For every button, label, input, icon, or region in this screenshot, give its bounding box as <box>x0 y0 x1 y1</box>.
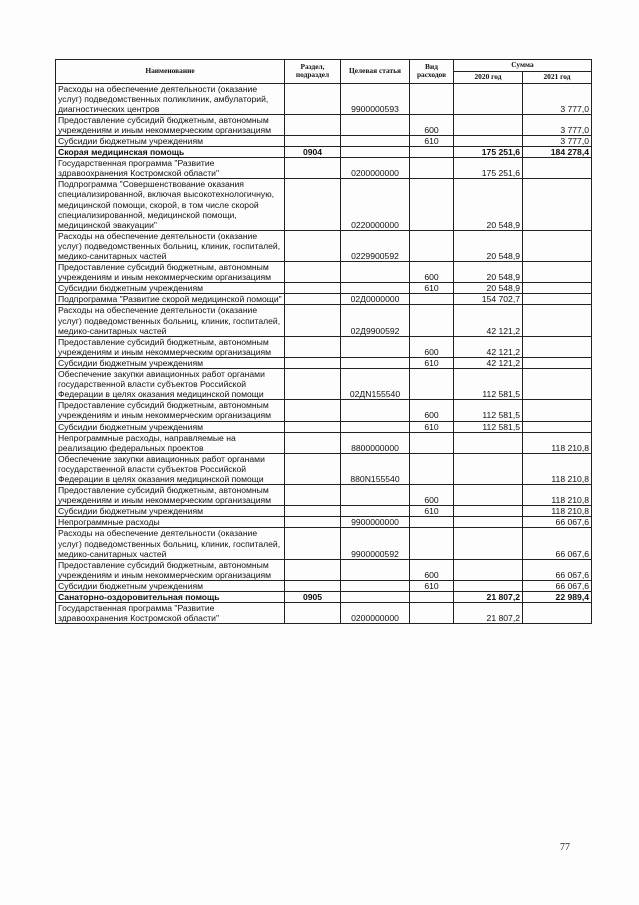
cell-name: Обеспечение закупки авиационных работ органами государственной власти субъектов Российской Федерации в целях оказания медицинской помощи <box>56 369 285 400</box>
cell-sum-2020: 42 121,2 <box>454 336 523 357</box>
cell-target: 9900000593 <box>341 83 410 114</box>
cell-sum-2021: 118 210,8 <box>523 432 592 453</box>
cell-sum-2021: 118 210,8 <box>523 485 592 506</box>
table-body <box>56 83 592 624</box>
cell-sum-2020 <box>454 114 523 135</box>
cell-section <box>285 283 341 294</box>
cell-sum-2021 <box>523 283 592 294</box>
cell-sum-2020 <box>454 580 523 591</box>
table-row <box>56 283 592 294</box>
table-row <box>56 357 592 368</box>
cell-section <box>285 580 341 591</box>
cell-section <box>285 305 341 336</box>
cell-sum-2020: 20 548,9 <box>454 230 523 261</box>
table-row <box>56 369 592 400</box>
cell-section <box>285 453 341 484</box>
cell-name: Скорая медицинская помощь <box>56 147 285 158</box>
cell-sum-2021 <box>523 400 592 421</box>
cell-target: 02Д9900592 <box>341 305 410 336</box>
cell-sum-2021: 66 067,6 <box>523 559 592 580</box>
cell-expense-type <box>410 294 454 305</box>
header-name: Наименование <box>56 60 285 84</box>
table-row <box>56 262 592 283</box>
cell-sum-2020: 175 251,6 <box>454 158 523 179</box>
cell-expense-type <box>410 369 454 400</box>
table-row <box>56 453 592 484</box>
table-row <box>56 580 592 591</box>
cell-target: 8800000000 <box>341 432 410 453</box>
cell-sum-2021 <box>523 369 592 400</box>
cell-target <box>341 262 410 283</box>
cell-target: 880N155540 <box>341 453 410 484</box>
cell-name: Субсидии бюджетным учреждениям <box>56 135 285 146</box>
cell-section <box>285 179 341 230</box>
cell-name: Предоставление субсидий бюджетным, автономным учреждениям и иным некоммерческим организациям <box>56 400 285 421</box>
cell-target <box>341 485 410 506</box>
cell-expense-type <box>410 603 454 624</box>
cell-expense-type: 610 <box>410 135 454 146</box>
cell-section <box>285 528 341 559</box>
cell-sum-2020: 154 702,7 <box>454 294 523 305</box>
cell-sum-2020: 20 548,9 <box>454 262 523 283</box>
table-row <box>56 305 592 336</box>
cell-name: Государственная программа "Развитие здравоохранения Костромской области" <box>56 158 285 179</box>
table-row <box>56 400 592 421</box>
cell-target: 0229900592 <box>341 230 410 261</box>
cell-sum-2021 <box>523 179 592 230</box>
cell-sum-2020 <box>454 432 523 453</box>
cell-target: 02Д0000000 <box>341 294 410 305</box>
cell-name: Расходы на обеспечение деятельности (оказание услуг) подведомственных больниц, клиник, госпиталей, медико-санитарных частей <box>56 230 285 261</box>
cell-expense-type: 610 <box>410 506 454 517</box>
cell-name: Санаторно-оздоровительная помощь <box>56 592 285 603</box>
cell-sum-2020: 175 251,6 <box>454 147 523 158</box>
cell-sum-2020: 21 807,2 <box>454 603 523 624</box>
cell-expense-type: 600 <box>410 559 454 580</box>
cell-target <box>341 147 410 158</box>
cell-expense-type <box>410 83 454 114</box>
cell-sum-2020 <box>454 528 523 559</box>
cell-expense-type <box>410 147 454 158</box>
cell-section <box>285 336 341 357</box>
cell-sum-2020 <box>454 559 523 580</box>
cell-section <box>285 357 341 368</box>
cell-sum-2020: 42 121,2 <box>454 357 523 368</box>
cell-expense-type <box>410 592 454 603</box>
cell-sum-2020: 112 581,5 <box>454 421 523 432</box>
table-row <box>56 517 592 528</box>
table-row <box>56 230 592 261</box>
cell-name: Расходы на обеспечение деятельности (оказание услуг) подведомственных поликлиник, амбулаторий, диагностических центров <box>56 83 285 114</box>
cell-section <box>285 400 341 421</box>
cell-sum-2020 <box>454 517 523 528</box>
table-row <box>56 114 592 135</box>
cell-sum-2021 <box>523 421 592 432</box>
cell-expense-type: 600 <box>410 400 454 421</box>
cell-target <box>341 580 410 591</box>
cell-name: Предоставление субсидий бюджетным, автономным учреждениям и иным некоммерческим организациям <box>56 485 285 506</box>
cell-name: Предоставление субсидий бюджетным, автономным учреждениям и иным некоммерческим организациям <box>56 114 285 135</box>
table-row <box>56 294 592 305</box>
cell-sum-2021 <box>523 294 592 305</box>
cell-sum-2021 <box>523 230 592 261</box>
cell-name: Расходы на обеспечение деятельности (оказание услуг) подведомственных больниц, клиник, госпиталей, медико-санитарных частей <box>56 305 285 336</box>
cell-section: 0904 <box>285 147 341 158</box>
cell-expense-type <box>410 179 454 230</box>
cell-section <box>285 369 341 400</box>
header-expense-type: Вид расходов <box>410 60 454 84</box>
cell-target <box>341 336 410 357</box>
cell-target <box>341 135 410 146</box>
cell-expense-type: 610 <box>410 357 454 368</box>
cell-name: Подпрограмма "Совершенствование оказания специализированной, включая высокотехнологичную, медицинской помощи, скорой, в том числе скорой специализированной, медицинской помощи, медицинской эвакуации" <box>56 179 285 230</box>
cell-sum-2021: 3 777,0 <box>523 83 592 114</box>
table-row <box>56 506 592 517</box>
cell-target <box>341 114 410 135</box>
cell-expense-type: 600 <box>410 114 454 135</box>
cell-name: Обеспечение закупки авиационных работ органами государственной власти субъектов Российской Федерации в целях оказания медицинской помощи <box>56 453 285 484</box>
cell-name: Субсидии бюджетным учреждениям <box>56 421 285 432</box>
cell-sum-2020 <box>454 485 523 506</box>
cell-sum-2021: 66 067,6 <box>523 528 592 559</box>
cell-sum-2020: 20 548,9 <box>454 179 523 230</box>
cell-expense-type <box>410 453 454 484</box>
cell-sum-2021 <box>523 158 592 179</box>
cell-name: Предоставление субсидий бюджетным, автономным учреждениям и иным некоммерческим организациям <box>56 559 285 580</box>
cell-name: Предоставление субсидий бюджетным, автономным учреждениям и иным некоммерческим организациям <box>56 262 285 283</box>
cell-section <box>285 230 341 261</box>
cell-sum-2021: 118 210,8 <box>523 453 592 484</box>
table-row <box>56 83 592 114</box>
cell-section <box>285 559 341 580</box>
cell-sum-2020 <box>454 506 523 517</box>
cell-section <box>285 506 341 517</box>
cell-name: Субсидии бюджетным учреждениям <box>56 580 285 591</box>
cell-sum-2021: 118 210,8 <box>523 506 592 517</box>
cell-sum-2020: 112 581,5 <box>454 369 523 400</box>
cell-name: Субсидии бюджетным учреждениям <box>56 283 285 294</box>
cell-expense-type <box>410 230 454 261</box>
cell-expense-type: 600 <box>410 262 454 283</box>
cell-expense-type <box>410 528 454 559</box>
cell-section <box>285 603 341 624</box>
header-target: Целевая статья <box>341 60 410 84</box>
table-row <box>56 559 592 580</box>
cell-target: 02ДN155540 <box>341 369 410 400</box>
cell-target: 9900000000 <box>341 517 410 528</box>
header-sum: Сумма <box>454 60 592 72</box>
cell-section <box>285 485 341 506</box>
page-number: 77 <box>560 842 570 853</box>
cell-name: Предоставление субсидий бюджетным, автономным учреждениям и иным некоммерческим организациям <box>56 336 285 357</box>
cell-target <box>341 421 410 432</box>
cell-expense-type: 610 <box>410 421 454 432</box>
cell-target <box>341 400 410 421</box>
table-row <box>56 603 592 624</box>
cell-section <box>285 432 341 453</box>
cell-name: Субсидии бюджетным учреждениям <box>56 357 285 368</box>
cell-expense-type <box>410 158 454 179</box>
cell-sum-2020: 42 121,2 <box>454 305 523 336</box>
cell-sum-2020 <box>454 83 523 114</box>
table-row <box>56 592 592 603</box>
cell-sum-2021 <box>523 262 592 283</box>
cell-target: 9900000592 <box>341 528 410 559</box>
table-row <box>56 135 592 146</box>
cell-section <box>285 135 341 146</box>
cell-sum-2021 <box>523 305 592 336</box>
table-row <box>56 528 592 559</box>
cell-expense-type: 600 <box>410 485 454 506</box>
cell-expense-type: 610 <box>410 283 454 294</box>
table-row <box>56 158 592 179</box>
table-row <box>56 432 592 453</box>
cell-section <box>285 83 341 114</box>
cell-name: Подпрограмма "Развитие скорой медицинской помощи" <box>56 294 285 305</box>
cell-sum-2021: 66 067,6 <box>523 580 592 591</box>
cell-sum-2021 <box>523 603 592 624</box>
cell-target: 0200000000 <box>341 158 410 179</box>
table-row <box>56 179 592 230</box>
cell-section <box>285 421 341 432</box>
cell-sum-2021: 184 278,4 <box>523 147 592 158</box>
cell-target <box>341 283 410 294</box>
cell-expense-type: 610 <box>410 580 454 591</box>
cell-section <box>285 158 341 179</box>
cell-sum-2021: 66 067,6 <box>523 517 592 528</box>
cell-name: Непрограммные расходы, направляемые на реализацию федеральных проектов <box>56 432 285 453</box>
table-row <box>56 485 592 506</box>
cell-section <box>285 114 341 135</box>
cell-section: 0905 <box>285 592 341 603</box>
cell-sum-2020 <box>454 135 523 146</box>
cell-name: Непрограммные расходы <box>56 517 285 528</box>
cell-target <box>341 592 410 603</box>
cell-sum-2020 <box>454 453 523 484</box>
cell-sum-2020: 112 581,5 <box>454 400 523 421</box>
cell-name: Государственная программа "Развитие здравоохранения Костромской области" <box>56 603 285 624</box>
cell-sum-2021: 3 777,0 <box>523 114 592 135</box>
cell-expense-type: 600 <box>410 336 454 357</box>
cell-section <box>285 294 341 305</box>
cell-section <box>285 517 341 528</box>
table-row <box>56 421 592 432</box>
header-section: Раздел, подраздел <box>285 60 341 84</box>
cell-expense-type <box>410 432 454 453</box>
table-row <box>56 147 592 158</box>
header-year-2020: 2020 год <box>454 72 523 84</box>
cell-target: 0200000000 <box>341 603 410 624</box>
cell-target: 0220000000 <box>341 179 410 230</box>
cell-target <box>341 506 410 517</box>
cell-sum-2020: 21 807,2 <box>454 592 523 603</box>
cell-section <box>285 262 341 283</box>
cell-sum-2021: 3 777,0 <box>523 135 592 146</box>
header-year-2021: 2021 год <box>523 72 592 84</box>
cell-name: Расходы на обеспечение деятельности (оказание услуг) подведомственных больниц, клиник, госпиталей, медико-санитарных частей <box>56 528 285 559</box>
table-row <box>56 336 592 357</box>
cell-target <box>341 559 410 580</box>
cell-sum-2020: 20 548,9 <box>454 283 523 294</box>
cell-sum-2021 <box>523 336 592 357</box>
cell-expense-type <box>410 305 454 336</box>
cell-sum-2021: 22 989,4 <box>523 592 592 603</box>
cell-sum-2021 <box>523 357 592 368</box>
cell-name: Субсидии бюджетным учреждениям <box>56 506 285 517</box>
cell-expense-type <box>410 517 454 528</box>
cell-target <box>341 357 410 368</box>
budget-table <box>55 59 592 624</box>
